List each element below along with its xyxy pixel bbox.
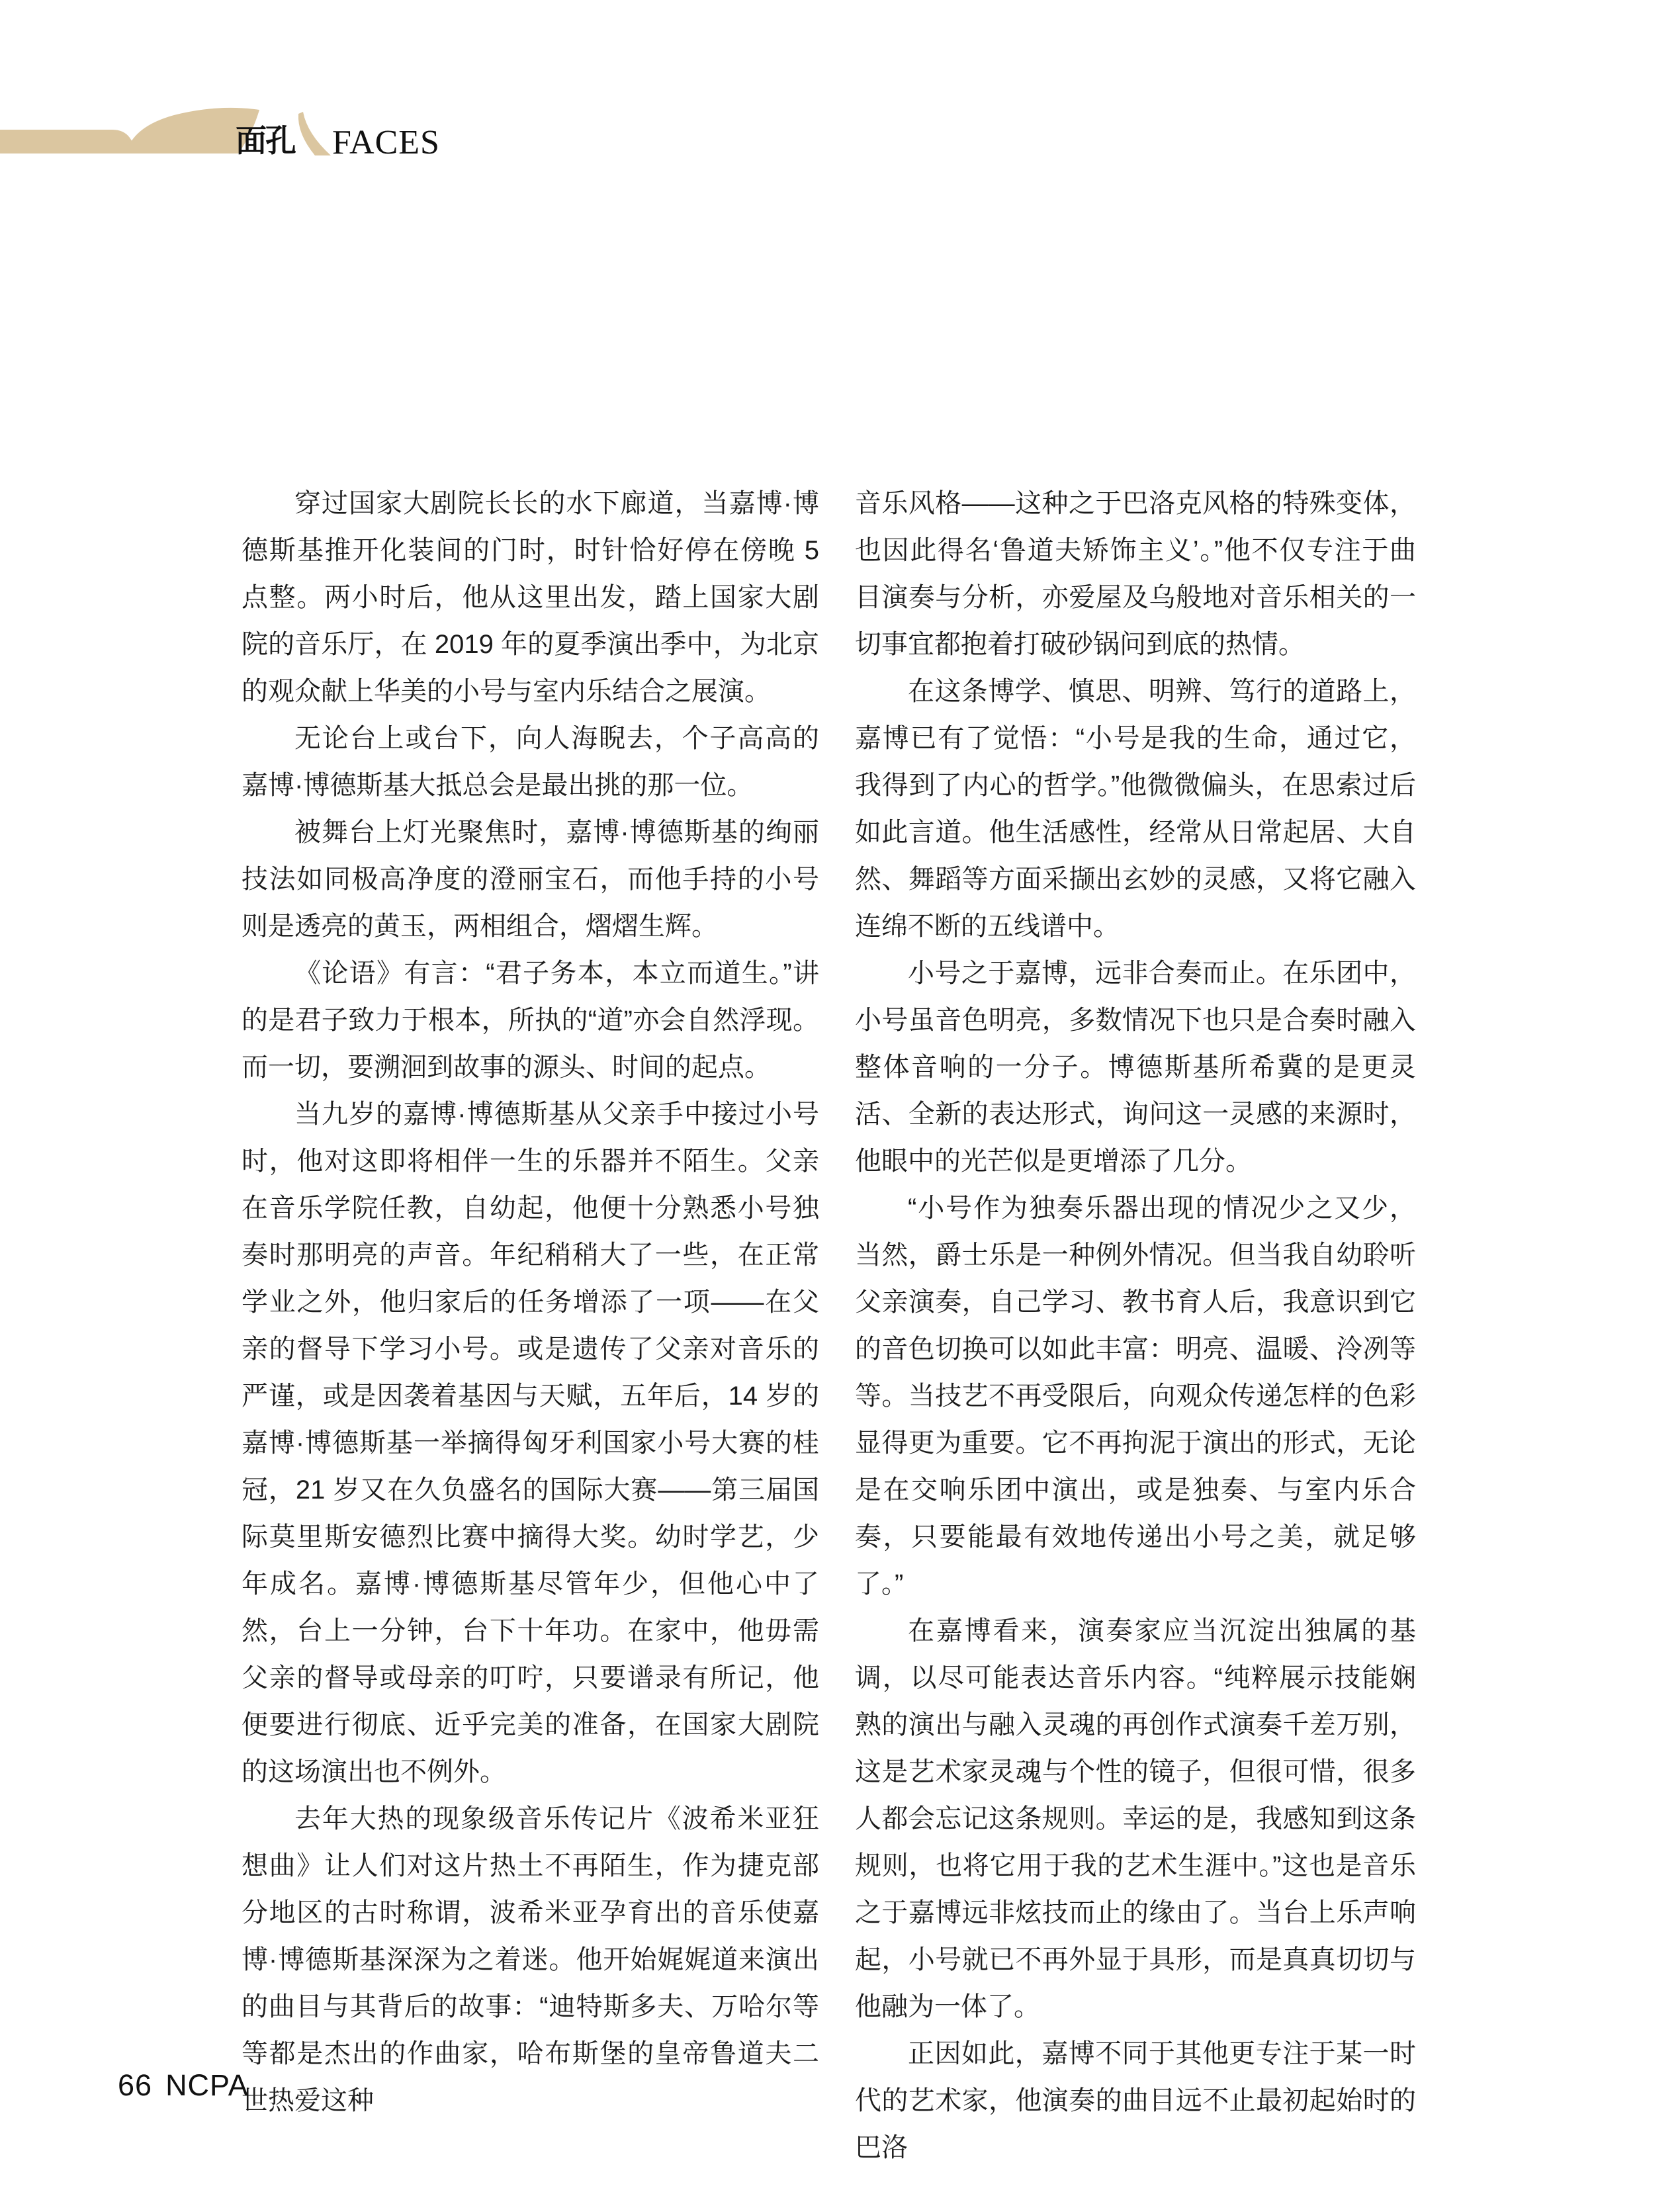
section-title-english: FACES xyxy=(332,124,440,161)
article-paragraph: 正因如此，嘉博不同于其他更专注于某一时代的艺术家，他演奏的曲目远不止最初起始时的巴洛 xyxy=(855,2039,1416,2162)
article-paragraph: 小号之于嘉博，远非合奏而止。在乐团中，小号虽音色明亮，多数情况下也只是合奏时融入整体音响的一分子。博德斯基所希冀的是更灵活、全新的表达形式，询问这一灵感的来源时，他眼中的光芒似是更增添了几分。 xyxy=(855,959,1416,1176)
article-paragraph: 无论台上或台下，向人海睨去，个子高高的嘉博·博德斯基大抵总会是最出挑的那一位。 xyxy=(242,724,819,800)
section-title-chinese: 面孔 xyxy=(236,123,295,158)
article-paragraph: 当九岁的嘉博·博德斯基从父亲手中接过小号时，他对这即将相伴一生的乐器并不陌生。父亲在音乐学院任教，自幼起，他便十分熟悉小号独奏时那明亮的声音。年纪稍稍大了一些，在正常学业之外，他归家后的任务增添了一项——在父亲的督导下学习小号。或是遗传了父亲对音乐的严谨，或是因袭着基因与天赋，五年后，14 岁的嘉博·博德斯基一举摘得匈牙利国家小号大赛的桂冠，21 岁又在久负盛名的国际大赛——第三届国际莫里斯安德烈比赛中摘得大奖。幼时学艺，少年成名。嘉博·博德斯基尽管年少，但他心中了然，台上一分钟，台下十年功。在家中，他毋需父亲的督导或母亲的叮咛，只要谱录有所记，他便要进行彻底、近乎完美的准备，在国家大剧院的这场演出也不例外。 xyxy=(242,1100,819,1786)
article-paragraph: 在嘉博看来，演奏家应当沉淀出独属的基调，以尽可能表达音乐内容。“纯粹展示技能娴熟的演出与融入灵魂的再创作式演奏千差万别，这是艺术家灵魂与个性的镜子，但很可惜，很多人都会忘记这条规则。幸运的是，我感知到这条规则，也将它用于我的艺术生涯中。”这也是音乐之于嘉博远非炫技而止的缘由了。当台上乐声响起，小号就已不再外显于具形，而是真真切切与他融为一体了。 xyxy=(855,1616,1416,2021)
article-paragraph: 穿过国家大剧院长长的水下廊道，当嘉博·博德斯基推开化装间的门时，时针恰好停在傍晚 5 点整。两小时后，他从这里出发，踏上国家大剧院的音乐厅，在 2019 年的夏季演出季中，为北京的观众献上华美的小号与室内乐结合之展演。 xyxy=(242,489,819,706)
header-swoosh-bar xyxy=(0,130,143,153)
article-paragraph: 被舞台上灯光聚焦时，嘉博·博德斯基的绚丽技法如同极高净度的澄丽宝石，而他手持的小号则是透亮的黄玉，两相组合，熠熠生辉。 xyxy=(242,818,819,941)
article-paragraph: 音乐风格——这种之于巴洛克风格的特殊变体，也因此得名‘鲁道夫矫饰主义’。”他不仅专注于曲目演奏与分析，亦爱屋及乌般地对音乐相关的一切事宜都抱着打破砂锅问到底的热情。 xyxy=(855,489,1416,659)
article-paragraph: 去年大热的现象级音乐传记片《波希米亚狂想曲》让人们对这片热土不再陌生，作为捷克部分地区的古时称谓，波希米亚孕育出的音乐使嘉博·博德斯基深深为之着迷。他开始娓娓道来演出的曲目与其背后的故事：“迪特斯多夫、万哈尔等等都是杰出的作曲家，哈布斯堡的皇帝鲁道夫二世热爱这种 xyxy=(242,1804,819,2115)
article-paragraph: 在这条博学、慎思、明辨、笃行的道路上，嘉博已有了觉悟：“小号是我的生命，通过它，我得到了内心的哲学。”他微微偏头，在思索过后如此言道。他生活感性，经常从日常起居、大自然、舞蹈等方面采撷出玄妙的灵感，又将它融入连绵不断的五线谱中。 xyxy=(855,677,1416,941)
header-swoosh-tail xyxy=(298,112,331,155)
article-paragraph: 《论语》有言：“君子务本，本立而道生。”讲的是君子致力于根本，所执的“道”亦会自然浮现。而一切，要溯洄到故事的源头、时间的起点。 xyxy=(242,959,819,1082)
article-column-right xyxy=(855,480,1416,2171)
page-number: 66 xyxy=(118,2068,153,2102)
article-paragraph: “小号作为独奏乐器出现的情况少之又少，当然，爵士乐是一种例外情况。但当我自幼聆听父亲演奏，自己学习、教书育人后，我意识到它的音色切换可以如此丰富：明亮、温暖、泠冽等等。当技艺不再受限后，向观众传递怎样的色彩显得更为重要。它不再拘泥于演出的形式，无论是在交响乐团中演出，或是独奏、与室内乐合奏，只要能最有效地传递出小号之美，就足够了。” xyxy=(855,1194,1416,1598)
article-column-left xyxy=(242,480,819,2124)
footer-brand: NCPA xyxy=(165,2068,249,2102)
page-footer xyxy=(118,2068,249,2103)
